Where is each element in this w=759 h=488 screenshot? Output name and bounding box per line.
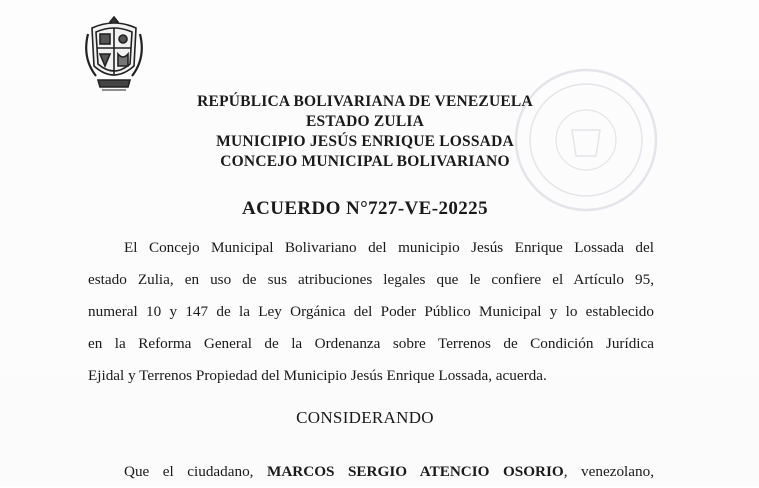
paragraph-line: estado Zulia, en uso de sus atribuciones legales que le confiere el Artículo 95,	[88, 271, 654, 288]
considerando-paragraph	[88, 456, 654, 488]
citizen-name: MARCOS SERGIO ATENCIO OSORIO	[266, 463, 564, 480]
paragraph-line: en la Reforma General de la Ordenanza sobre Terrenos de Condición Jurídica	[88, 335, 654, 352]
paragraph-line: numeral 10 y 147 de la Ley Orgánica del Poder Público Municipal y lo establecido	[88, 303, 654, 320]
header-republic: REPÚBLICA BOLIVARIANA DE VENEZUELA	[197, 93, 533, 110]
header-municipality: MUNICIPIO JESÚS ENRIQUE LOSSADA	[216, 133, 514, 150]
paragraph-line	[88, 456, 654, 488]
opening-paragraph	[88, 232, 654, 392]
paragraph-line: El Concejo Municipal Bolivariano del municipio Jesús Enrique Lossada del	[124, 239, 654, 256]
text-prefix: Que el ciudadano,	[124, 463, 267, 480]
section-heading-considerando: CONSIDERANDO	[296, 408, 434, 427]
coat-of-arms-icon	[84, 14, 144, 94]
paragraph-line: Ejidal y Terrenos Propiedad del Municipio Jesús Enrique Lossada, acuerda.	[88, 367, 547, 384]
agreement-title: ACUERDO N°727-VE-20225	[242, 198, 488, 219]
header-council: CONCEJO MUNICIPAL BOLIVARIANO	[220, 153, 510, 170]
text-suffix: , venezolano,	[563, 463, 654, 480]
header-state: ESTADO ZULIA	[306, 113, 424, 130]
